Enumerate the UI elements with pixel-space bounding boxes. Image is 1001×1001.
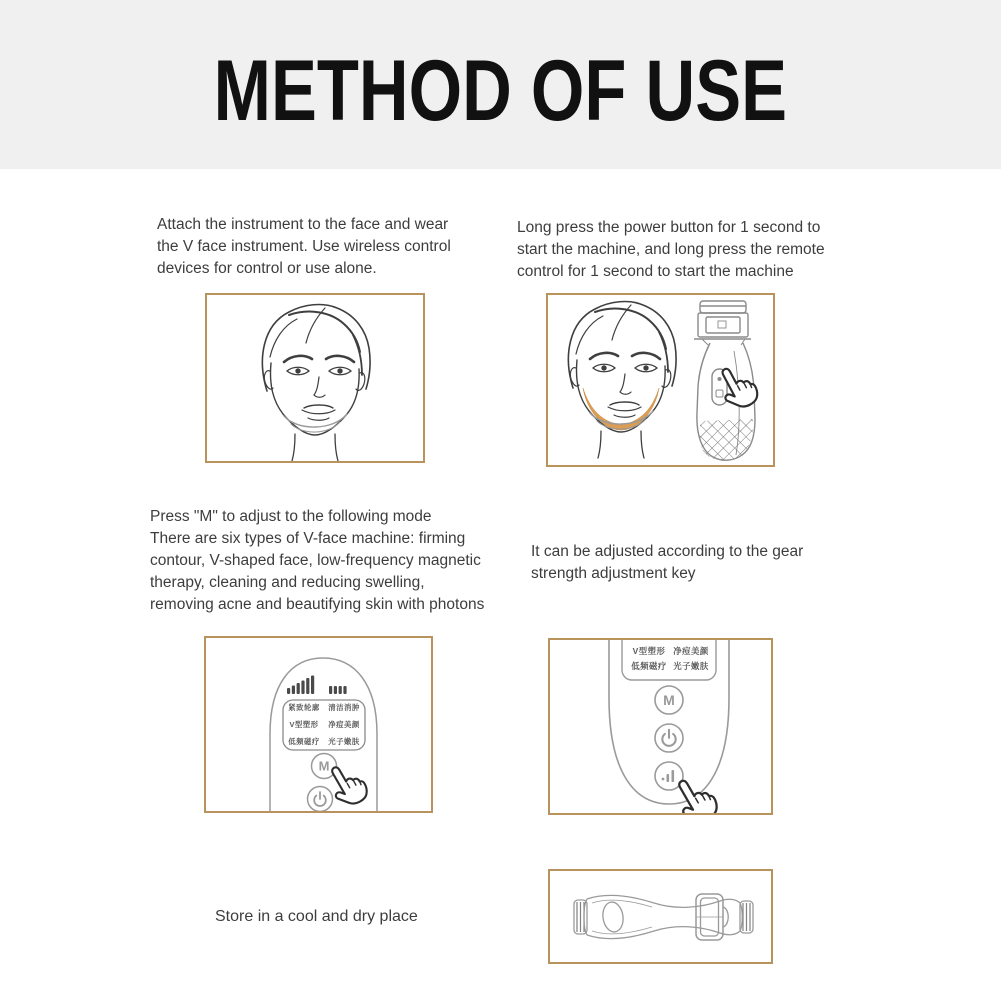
text-line: There are six types of V-face machine: firming bbox=[150, 530, 466, 547]
text-line: Long press the power button for 1 second to bbox=[517, 219, 821, 236]
text-line: start the machine, and long press the remote bbox=[517, 241, 825, 258]
text-line: It can be adjusted according to the gear bbox=[531, 543, 804, 560]
stored-device-illustration bbox=[550, 871, 771, 962]
power-icon bbox=[662, 730, 675, 746]
text-line: Attach the instrument to the face and wear bbox=[157, 216, 449, 233]
hand-pointer-icon bbox=[323, 759, 371, 811]
text-line: contour, V-shaped face, low-frequency magnetic bbox=[150, 552, 481, 569]
mode-button bbox=[655, 686, 683, 714]
illustration-box-remote-buttons bbox=[548, 638, 773, 815]
signal-bars-right-icon bbox=[329, 686, 347, 694]
mode-label: V型塑形 bbox=[289, 720, 319, 729]
mode-label: 紧致轮廓 bbox=[288, 703, 320, 712]
signal-bars-left-icon bbox=[287, 676, 314, 695]
mode-label: 净痘美颜 bbox=[328, 720, 360, 729]
grip-crosshatch bbox=[700, 419, 753, 461]
illustration-box-face bbox=[205, 293, 425, 463]
power-button bbox=[308, 787, 333, 812]
text-line: therapy, cleaning and reducing swelling, bbox=[150, 574, 425, 591]
step1-text bbox=[157, 214, 451, 280]
mode-label: 光子嫩肤 bbox=[673, 661, 709, 671]
header-band bbox=[0, 0, 1001, 169]
mode-label: 低频磁疗 bbox=[288, 737, 320, 746]
text-line: Press "M" to adjust to the following mode bbox=[150, 508, 432, 525]
text-line: devices for control or use alone. bbox=[157, 260, 377, 277]
face-illustration bbox=[207, 295, 423, 461]
face-with-vband bbox=[568, 302, 676, 458]
step2-text bbox=[517, 217, 825, 283]
mode-label: 低频磁疗 bbox=[631, 661, 667, 671]
illustration-box-face-with-device bbox=[546, 293, 775, 467]
level-bars-icon bbox=[662, 770, 675, 782]
strap-clip bbox=[696, 894, 728, 940]
text-line: Store in a cool and dry place bbox=[215, 908, 418, 925]
illustration-box-remote-front bbox=[204, 636, 433, 813]
face-and-remote-illustration bbox=[548, 295, 773, 465]
hand-pointer-icon bbox=[669, 771, 721, 813]
mode-label: 清洁消肿 bbox=[328, 703, 360, 712]
mode-button-label: M bbox=[663, 692, 675, 708]
text-line: the V face instrument. Use wireless control bbox=[157, 238, 451, 255]
mode-label: 光子嫩肤 bbox=[328, 737, 360, 746]
text-line: removing acne and beautifying skin with photons bbox=[150, 596, 485, 613]
text-line: control for 1 second to start the machine bbox=[517, 263, 794, 280]
power-icon bbox=[314, 792, 326, 806]
remote-buttons-illustration bbox=[550, 640, 771, 813]
mode-label: V型塑形 bbox=[632, 646, 666, 656]
step4-text bbox=[531, 541, 803, 585]
text-line: strength adjustment key bbox=[531, 565, 696, 582]
illustration-box-device-stored bbox=[548, 869, 773, 964]
remote-front-illustration bbox=[206, 638, 431, 811]
mode-label: 净痘美颜 bbox=[673, 646, 709, 656]
step5-text bbox=[215, 906, 418, 928]
page-title: METHOD OF USE bbox=[213, 43, 788, 139]
step3-text bbox=[150, 506, 484, 616]
power-button bbox=[655, 724, 683, 752]
mode-button-label: M bbox=[318, 758, 330, 774]
